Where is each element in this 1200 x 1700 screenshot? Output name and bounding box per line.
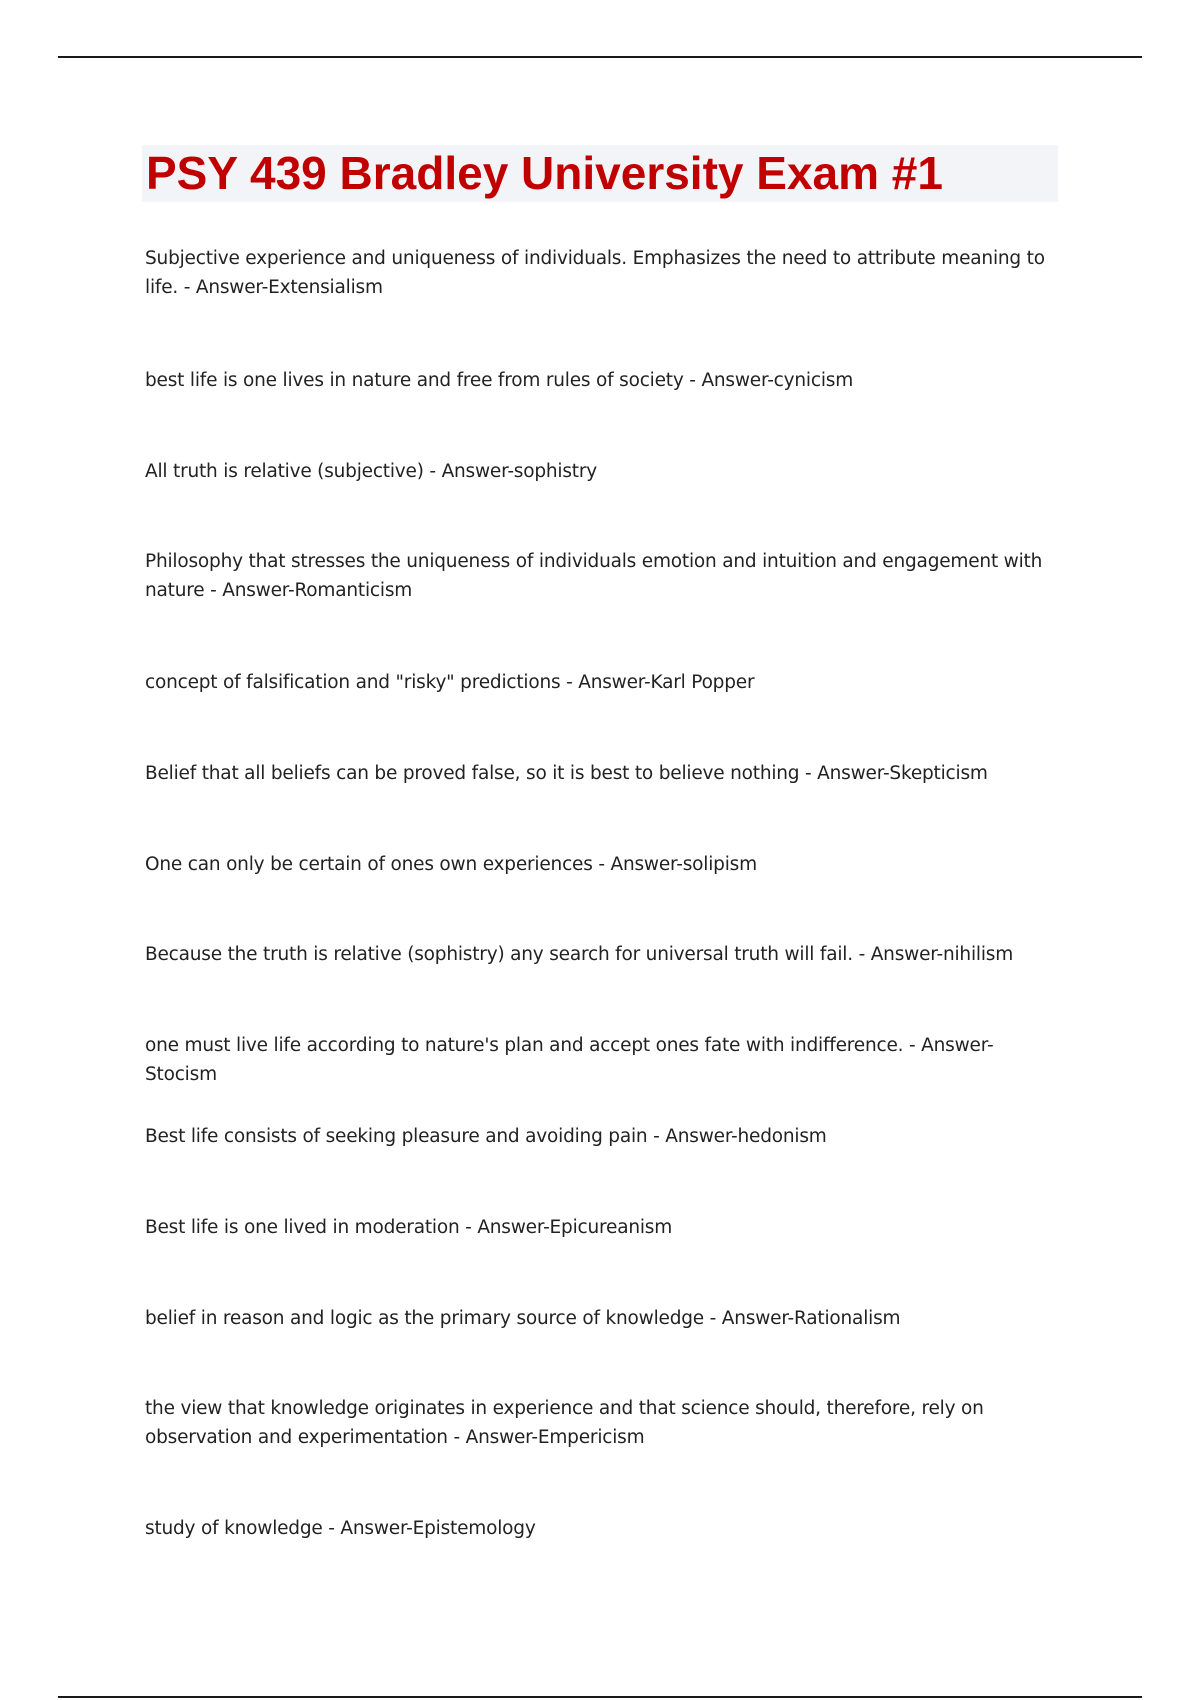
bottom-divider xyxy=(58,1696,1142,1698)
title-band xyxy=(142,145,1058,202)
qa-item: One can only be certain of ones own experiences - Answer-solipism xyxy=(145,854,757,875)
qa-item: study of knowledge - Answer-Epistemology xyxy=(145,1518,536,1539)
qa-item: one must live life according to nature's plan and accept ones fate with indifference. - Answer-Stocism xyxy=(145,1035,994,1085)
document-title: PSY 439 Bradley University Exam #1 xyxy=(146,147,943,199)
qa-item: belief in reason and logic as the primary source of knowledge - Answer-Rationalism xyxy=(145,1308,901,1329)
qa-item: Subjective experience and uniqueness of individuals. Emphasizes the need to attribute meaning to life. - Answer-Extensialism xyxy=(145,248,1045,298)
qa-item: Best life consists of seeking pleasure and avoiding pain - Answer-hedonism xyxy=(145,1126,827,1147)
qa-item: best life is one lives in nature and free from rules of society - Answer-cynicism xyxy=(145,370,854,391)
qa-item: All truth is relative (subjective) - Answer-sophistry xyxy=(145,461,598,482)
qa-item: Best life is one lived in moderation - Answer-Epicureanism xyxy=(145,1217,673,1238)
qa-item: Because the truth is relative (sophistry) any search for universal truth will fail. - Answer-nihilism xyxy=(145,944,1014,965)
top-divider xyxy=(58,56,1142,58)
qa-item: Philosophy that stresses the uniqueness of individuals emotion and intuition and engagement with nature - Answer-Romanticism xyxy=(145,551,1043,601)
qa-item: the view that knowledge originates in experience and that science should, therefore, rely on observation and experimentation - Answer-Empericism xyxy=(145,1398,984,1448)
qa-item: concept of falsification and "risky" predictions - Answer-Karl Popper xyxy=(145,672,755,693)
qa-item: Belief that all beliefs can be proved false, so it is best to believe nothing - Answer-Skepticism xyxy=(145,763,988,784)
